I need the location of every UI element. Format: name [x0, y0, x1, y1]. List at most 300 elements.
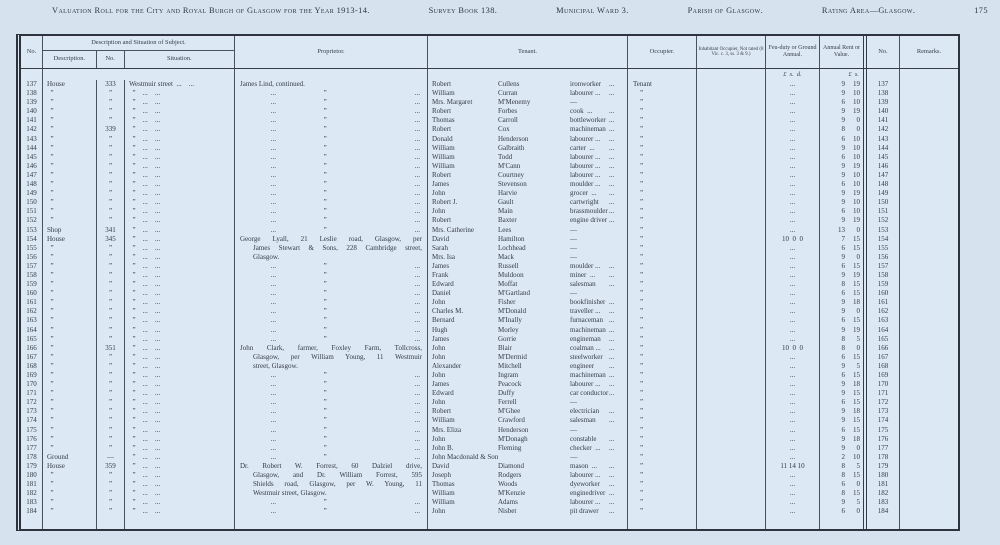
annual-rent-cell — [820, 426, 867, 435]
entry-no: 145 — [21, 153, 43, 162]
situation-cell: ” ... ... — [125, 144, 235, 153]
rent-pounds: 9 — [841, 270, 845, 279]
tenant-occupation: coalman ... — [570, 343, 601, 352]
col-tenant: Tenant. — [428, 36, 628, 68]
rent-pounds: 2 — [841, 452, 845, 461]
rent-shillings: 5 — [856, 461, 860, 470]
tenant-cell — [428, 171, 628, 180]
situation-cell: ” ... ... — [125, 453, 235, 462]
rent-shillings: 10 — [853, 89, 860, 98]
tenant-occupation: — — [570, 452, 578, 461]
occupier-cell: ” — [628, 480, 697, 489]
tenant-forename: Thomas — [432, 480, 455, 489]
description-cell: House — [43, 462, 97, 471]
tenant-cell — [428, 517, 628, 530]
tenant-forename: John — [432, 189, 446, 198]
tenant-cell — [428, 289, 628, 298]
entry-no: 179 — [21, 462, 43, 471]
tenant-surname: Blair — [498, 343, 512, 352]
table-row — [21, 480, 958, 489]
street-no-cell: ” — [97, 280, 125, 289]
entry-no: 144 — [21, 144, 43, 153]
annual-rent-cell — [820, 189, 867, 198]
tenant-forename: John — [432, 398, 446, 407]
remarks-cell — [900, 416, 958, 425]
inhabitant-occupier-cell — [697, 162, 766, 171]
occupier-cell: ” — [628, 262, 697, 271]
tenant-surname: Gorrie — [498, 334, 517, 343]
rent-pounds: 9 — [841, 80, 845, 88]
leader-dots: ... — [609, 261, 615, 270]
tenant-surname: Hamilton — [498, 234, 525, 243]
tenant-cell — [428, 498, 628, 507]
tenant-occupation: furnaceman — [570, 316, 604, 325]
tenant-occupation: machineman — [570, 125, 606, 134]
leader-dots: ... — [609, 216, 615, 225]
street-no-cell: ” — [97, 498, 125, 507]
remarks-cell — [900, 344, 958, 353]
tenant-occupation: moulder ... — [570, 261, 601, 270]
street-no-cell: ” — [97, 107, 125, 116]
tenant-cell — [428, 116, 628, 125]
table-row — [21, 389, 958, 398]
street-no-cell: ” — [97, 189, 125, 198]
tenant-surname: M'Kenzie — [498, 489, 526, 498]
feu-duty-cell: ... — [766, 380, 820, 389]
feu-duty-cell: ... — [766, 180, 820, 189]
table-row — [21, 107, 958, 116]
rent-pounds: 7 — [841, 234, 845, 243]
proprietor-cell: ... ” ... — [235, 453, 428, 462]
leader-dots: ... — [609, 371, 615, 379]
situation-cell: ” ... ... — [125, 116, 235, 125]
entry-no-right: 163 — [867, 316, 900, 325]
annual-rent-cell — [820, 271, 867, 280]
tenant-cell — [428, 125, 628, 134]
rent-shillings: 19 — [853, 270, 860, 279]
remarks-cell — [900, 107, 958, 116]
tenant-surname: Ingram — [498, 371, 519, 379]
remarks-cell — [900, 244, 958, 253]
tenant-occupation: labourer ... — [570, 471, 601, 480]
description-cell: ” — [43, 344, 97, 353]
tenant-forename: James — [432, 334, 450, 343]
remarks-cell — [900, 198, 958, 207]
situation-cell: ” ... ... — [125, 125, 235, 134]
occupier-cell: ” — [628, 435, 697, 444]
col-feu-duty: Feu-duty or Ground Annual. — [766, 36, 820, 68]
entry-no-right: 152 — [867, 216, 900, 225]
entry-no: 151 — [21, 207, 43, 216]
tenant-cell — [428, 471, 628, 480]
rent-shillings: 19 — [853, 161, 860, 170]
street-no-cell: ” — [97, 389, 125, 398]
rent-pounds: 6 — [841, 289, 845, 298]
leader-dots: ... — [609, 307, 615, 316]
description-cell: ” — [43, 371, 97, 380]
inhabitant-occupier-cell — [697, 235, 766, 244]
remarks-cell — [900, 280, 958, 289]
entry-no-right: 147 — [867, 171, 900, 180]
rent-pounds: 8 — [841, 343, 845, 352]
street-no-cell: ” — [97, 444, 125, 453]
occupier-cell: ” — [628, 226, 697, 235]
occupier-cell: ” — [628, 507, 697, 516]
entry-no-right: 171 — [867, 389, 900, 398]
tenant-cell — [428, 189, 628, 198]
entry-no: 163 — [21, 316, 43, 325]
proprietor-cell: ... ” ... — [235, 207, 428, 216]
tenant-forename: John — [432, 371, 446, 379]
annual-rent-cell — [820, 353, 867, 362]
entry-no: 156 — [21, 253, 43, 262]
tenant-cell — [428, 489, 628, 498]
rent-shillings: 10 — [853, 98, 860, 107]
annual-rent-cell — [820, 462, 867, 471]
proprietor-cell: ... ” ... — [235, 398, 428, 407]
tenant-cell — [428, 380, 628, 389]
tenant-forename — [432, 517, 498, 530]
remarks-cell — [900, 235, 958, 244]
occupier-cell: ” — [628, 298, 697, 307]
proprietor-cell: Shields road, Glasgow, per W. Young, 11 — [235, 480, 428, 489]
situation-cell: ” ... ... — [125, 489, 235, 498]
feu-duty-cell: ... — [766, 453, 820, 462]
inhabitant-occupier-cell — [697, 116, 766, 125]
entry-no: 157 — [21, 262, 43, 271]
entry-no: 178 — [21, 453, 43, 462]
tenant-surname: Galbraith — [498, 143, 525, 152]
entry-no: 172 — [21, 398, 43, 407]
table-row — [21, 462, 958, 471]
rent-pounds: 8 — [841, 125, 845, 134]
proprietor-cell: ... ” ... — [235, 107, 428, 116]
leader-dots — [609, 289, 627, 298]
annual-rent-cell — [820, 198, 867, 207]
situation-cell: ” ... ... — [125, 316, 235, 325]
entry-no: 162 — [21, 307, 43, 316]
occupier-cell: ” — [628, 335, 697, 344]
occupier-cell: ” — [628, 307, 697, 316]
entry-no-right: 153 — [867, 226, 900, 235]
tenant-cell — [428, 98, 628, 107]
annual-rent-cell — [820, 335, 867, 344]
situation-cell: ” ... ... — [125, 362, 235, 371]
tenant-forename: James — [432, 261, 450, 270]
entry-no: 146 — [21, 162, 43, 171]
annual-rent-cell — [820, 298, 867, 307]
tenant-cell — [428, 271, 628, 280]
tenant-cell — [428, 326, 628, 335]
annual-rent-cell — [820, 471, 867, 480]
annual-rent-cell — [820, 135, 867, 144]
tenant-surname: Cox — [498, 125, 510, 134]
proprietor-cell: ... ” ... — [235, 162, 428, 171]
remarks-cell — [900, 435, 958, 444]
proprietor-cell: ... ” ... — [235, 271, 428, 280]
entry-no: 166 — [21, 344, 43, 353]
description-cell: ” — [43, 298, 97, 307]
feu-duty-cell — [766, 517, 820, 530]
feu-duty-cell: 11 14 10 — [766, 462, 820, 471]
proprietor-cell: ... ” ... — [235, 371, 428, 380]
tenant-occupation: mason ... — [570, 461, 598, 470]
rent-shillings: 18 — [853, 380, 860, 389]
remarks-cell — [900, 453, 958, 462]
table-row — [21, 362, 958, 371]
situation-cell: Westmuir street ... ... — [125, 80, 235, 89]
tenant-forename: Robert — [432, 80, 452, 88]
occupier-cell: ” — [628, 489, 697, 498]
tenant-surname: Lochhead — [498, 243, 526, 252]
entry-no-right: 140 — [867, 107, 900, 116]
remarks-cell — [900, 362, 958, 371]
inhabitant-occupier-cell — [697, 307, 766, 316]
rent-units-label: £ s. — [820, 69, 867, 80]
rent-shillings: 15 — [853, 489, 860, 498]
entry-no-right: 184 — [867, 507, 900, 516]
leader-dots — [609, 453, 627, 462]
occupier-cell: ” — [628, 326, 697, 335]
proprietor-cell: ... ” ... — [235, 435, 428, 444]
rent-shillings: 10 — [853, 207, 860, 216]
annual-rent-cell — [820, 416, 867, 425]
proprietor-cell: John Clark, farmer, Foxley Farm, Tollcross, — [235, 344, 428, 353]
tenant-forename: William — [432, 143, 455, 152]
tenant-surname: Diamond — [498, 461, 525, 470]
inhabitant-occupier-cell — [697, 271, 766, 280]
annual-rent-cell — [820, 480, 867, 489]
entry-no-right: 162 — [867, 307, 900, 316]
entry-no: 160 — [21, 289, 43, 298]
description-cell: ” — [43, 398, 97, 407]
tenant-surname: Adams — [498, 498, 518, 507]
situation-cell: ” ... ... — [125, 326, 235, 335]
occupier-cell: ” — [628, 353, 697, 362]
rent-pounds: 6 — [841, 398, 845, 407]
tenant-occupation: steelworker — [570, 352, 603, 361]
description-cell: Ground — [43, 453, 97, 462]
tenant-forename: John — [432, 434, 446, 443]
situation-cell: ” ... ... — [125, 298, 235, 307]
table-row — [21, 517, 958, 530]
remarks-cell — [900, 517, 958, 530]
table-row — [21, 135, 958, 144]
occupier-cell: ” — [628, 235, 697, 244]
tenant-surname: Fleming — [498, 443, 522, 452]
valuation-title: Valuation Roll for the City and Royal Burgh of Glasgow for the Year 1913-14. — [52, 6, 370, 15]
description-cell: ” — [43, 216, 97, 225]
tenant-surname: Courtney — [498, 170, 525, 179]
rent-pounds: 13 — [838, 225, 845, 234]
leader-dots: ... — [609, 334, 615, 343]
tenant-occupation: labourer ... — [570, 161, 601, 170]
description-cell: ” — [43, 489, 97, 498]
proprietor-cell: Westmuir street, Glasgow. — [235, 489, 428, 498]
description-cell: ” — [43, 416, 97, 425]
rent-pounds: 6 — [841, 480, 845, 489]
inhabitant-occupier-cell — [697, 344, 766, 353]
annual-rent-cell — [820, 517, 867, 530]
remarks-cell — [900, 389, 958, 398]
street-no-cell: ” — [97, 298, 125, 307]
description-cell: ” — [43, 316, 97, 325]
situation-cell: ” ... ... — [125, 471, 235, 480]
annual-rent-cell — [820, 107, 867, 116]
tenant-forename: David — [432, 461, 450, 470]
rent-pounds: 9 — [841, 434, 845, 443]
tenant-surname: Baxter — [498, 216, 517, 225]
occupier-cell: ” — [628, 207, 697, 216]
table-row — [21, 253, 958, 262]
proprietor-cell: ... ” ... — [235, 416, 428, 425]
feu-duty-cell: ... — [766, 444, 820, 453]
tenant-occupation: — — [570, 234, 577, 243]
tenant-forename: William — [432, 489, 455, 498]
table-row — [21, 262, 958, 271]
tenant-surname: Cullens — [498, 80, 520, 88]
rent-pounds: 6 — [841, 134, 845, 143]
tenant-cell — [428, 153, 628, 162]
street-no-cell: ” — [97, 416, 125, 425]
feu-duty-cell: ... — [766, 389, 820, 398]
rent-pounds: 8 — [841, 334, 845, 343]
inhabitant-occupier-cell — [697, 462, 766, 471]
rent-pounds: 6 — [841, 425, 845, 434]
entry-no-right — [867, 517, 900, 530]
proprietor-cell: ... ” ... — [235, 180, 428, 189]
col-annual-rent: Annual Rent or Value. — [820, 36, 867, 68]
rent-pounds: 8 — [841, 489, 845, 498]
tenant-occupation: checker ... — [570, 443, 601, 452]
entry-no-right: 169 — [867, 371, 900, 380]
tenant-surname: Mack — [498, 252, 514, 261]
tenant-cell — [428, 362, 628, 371]
occupier-cell: ” — [628, 216, 697, 225]
annual-rent-cell — [820, 316, 867, 325]
rent-pounds: 9 — [841, 89, 845, 98]
remarks-cell — [900, 89, 958, 98]
entry-no: 171 — [21, 389, 43, 398]
tenant-forename: Robert — [432, 125, 452, 134]
tenant-surname: Stevenson — [498, 180, 527, 189]
rent-shillings: 18 — [853, 298, 860, 307]
rent-pounds: 8 — [841, 471, 845, 480]
proprietor-cell — [235, 517, 428, 530]
rent-pounds: 9 — [841, 198, 845, 207]
inhabitant-occupier-cell — [697, 189, 766, 198]
entry-no-right: 175 — [867, 426, 900, 435]
feu-duty-cell: ... — [766, 362, 820, 371]
occupier-cell: ” — [628, 244, 697, 253]
street-no-cell: 339 — [97, 125, 125, 134]
situation-cell: ” ... ... — [125, 335, 235, 344]
occupier-cell: ” — [628, 135, 697, 144]
feu-duty-cell: ... — [766, 216, 820, 225]
annual-rent-cell — [820, 207, 867, 216]
tenant-cell — [428, 262, 628, 271]
tenant-forename: Edward — [432, 280, 454, 289]
feu-duty-cell: ... — [766, 480, 820, 489]
proprietor-cell: George Lyall, 21 Leslie road, Glasgow, per — [235, 235, 428, 244]
units-row — [21, 69, 958, 80]
feu-duty-cell: ... — [766, 307, 820, 316]
tenant-forename: John — [432, 343, 446, 352]
inhabitant-occupier-cell — [697, 89, 766, 98]
annual-rent-cell — [820, 398, 867, 407]
rent-shillings: 0 — [856, 116, 860, 125]
remarks-cell — [900, 153, 958, 162]
table-row — [21, 216, 958, 225]
rent-pounds: 9 — [841, 325, 845, 334]
col-proprietor: Proprietor. — [235, 36, 428, 68]
feu-duty-cell: ... — [766, 371, 820, 380]
proprietor-cell: ... ” ... — [235, 226, 428, 235]
occupier-cell: ” — [628, 171, 697, 180]
street-no-cell: 359 — [97, 462, 125, 471]
occupier-cell: ” — [628, 471, 697, 480]
table-row — [21, 453, 958, 462]
tenant-occupation: — — [570, 98, 577, 107]
tenant-cell — [428, 180, 628, 189]
tenant-forename: Robert — [432, 407, 452, 416]
entry-no-right: 176 — [867, 435, 900, 444]
feu-duty-cell: ... — [766, 189, 820, 198]
situation-cell: ” ... ... — [125, 353, 235, 362]
description-cell: ” — [43, 171, 97, 180]
proprietor-cell: street, Glasgow. — [235, 362, 428, 371]
feu-duty-cell: ... — [766, 244, 820, 253]
occupier-cell: ” — [628, 444, 697, 453]
col-no: No. — [21, 36, 43, 68]
leader-dots: ... — [609, 198, 615, 207]
remarks-cell — [900, 335, 958, 344]
rent-shillings: 15 — [853, 352, 860, 361]
tenant-occupation: — — [570, 252, 577, 261]
situation-cell: ” ... ... — [125, 344, 235, 353]
annual-rent-cell — [820, 89, 867, 98]
tenant-cell — [428, 107, 628, 116]
occupier-cell: ” — [628, 416, 697, 425]
leader-dots — [609, 253, 627, 262]
remarks-cell — [900, 171, 958, 180]
description-cell: ” — [43, 189, 97, 198]
feu-duty-cell: ... — [766, 416, 820, 425]
situation-cell: ” ... ... — [125, 498, 235, 507]
description-cell: ” — [43, 407, 97, 416]
annual-rent-cell — [820, 144, 867, 153]
annual-rent-cell — [820, 307, 867, 316]
tenant-surname: Nisbet — [498, 507, 517, 516]
inhabitant-occupier-cell — [697, 198, 766, 207]
inhabitant-occupier-cell — [697, 489, 766, 498]
leader-dots: ... — [609, 80, 615, 88]
table-row — [21, 380, 958, 389]
tenant-forename: Thomas — [432, 116, 455, 125]
situation-cell: ” ... ... — [125, 280, 235, 289]
tenant-cell — [428, 416, 628, 425]
situation-cell: ” ... ... — [125, 398, 235, 407]
situation-cell: ” ... ... — [125, 226, 235, 235]
tenant-occupation: machineman — [570, 325, 606, 334]
street-no-cell: 341 — [97, 226, 125, 235]
tenant-surname: Harvie — [498, 189, 518, 198]
tenant-cell — [428, 144, 628, 153]
feu-duty-cell: ... — [766, 407, 820, 416]
proprietor-cell: ... ” ... — [235, 407, 428, 416]
tenant-surname: Moffat — [498, 280, 518, 289]
remarks-cell — [900, 253, 958, 262]
